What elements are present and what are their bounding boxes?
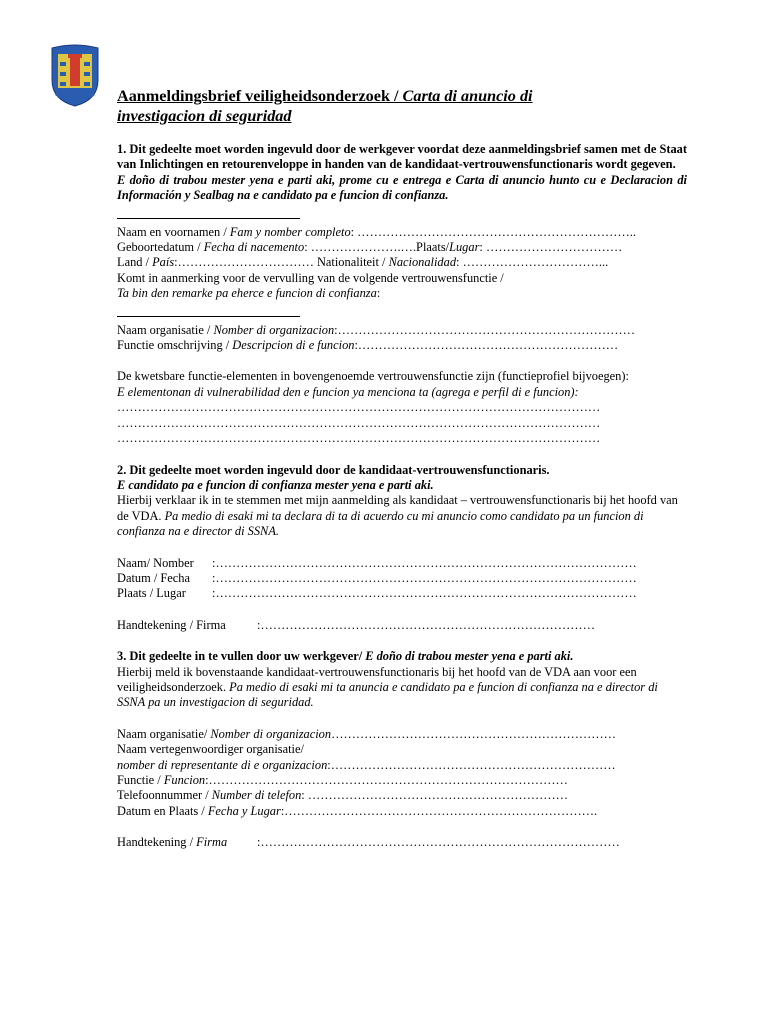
- organization-label: Naam organisatie /: [117, 322, 214, 337]
- phone-field[interactable]: [117, 788, 687, 803]
- representative-label: Naam vertegenwoordiger organisatie/: [117, 742, 304, 757]
- employer-signature-label-wrap: [117, 835, 257, 850]
- employer-function-dots: :……………………………………………………………………………: [205, 773, 568, 787]
- dob-label-pap: Fecha di nacemento: [203, 240, 305, 255]
- phone-dots: : ………………………………………………………: [301, 788, 569, 803]
- phone-label-pap: Number di telefon: [211, 788, 302, 803]
- employer-signature-label-pap: Firma: [196, 835, 228, 850]
- employer-org-label-pap: Nomber di organizacion: [210, 726, 332, 741]
- function-label-pap: Descripcion di e funcion: [232, 338, 355, 353]
- name-label: Naam en voornamen /: [117, 224, 230, 239]
- country-field[interactable]: [117, 255, 687, 270]
- function-dots: :………………………………………………………: [354, 338, 619, 353]
- place-dots: : ……………………………: [479, 240, 623, 255]
- eligible-colon: :: [376, 286, 381, 301]
- vulnerable-elements-text-pap: E elementonan di vulnerabilidad den e funcion ya menciona ta (agrega e perfil di e funcion):: [117, 384, 579, 399]
- section2-heading-pap: E candidato pa e funcion di confianza mester yena e parti aki.: [117, 477, 434, 492]
- candidate-date-label: Datum / Fecha: [117, 570, 190, 585]
- fill-line[interactable]: ………………………………………………………………………………………………………: [117, 415, 601, 430]
- employer-function-label: Functie /: [117, 773, 164, 787]
- nationality-dots: : ……………………………...: [456, 255, 609, 270]
- employer-org-dots: ……………………………………………………………: [331, 726, 617, 741]
- employer-function-label-pap: Funcion: [163, 773, 206, 787]
- representative-label-pap: nomber di representante di e organizacion: [117, 757, 328, 772]
- coat-of-arms-icon: [48, 44, 102, 110]
- employer-signature-dots: :……………………………………………………………………………: [257, 835, 620, 850]
- name-field[interactable]: [117, 225, 687, 240]
- candidate-place-dots: :…………………………………………………………………………………………: [212, 586, 637, 601]
- dob-label: Geboortedatum /: [117, 240, 204, 255]
- section1-heading-pap: E doño di trabou mester yena e parti aki, prome cu e entrega e Carta di anuncio hunto cu e Declaracion di Información y Sealbag na e candidato pa e funcion di confianza.: [117, 172, 687, 203]
- candidate-date-dots: :…………………………………………………………………………………………: [212, 570, 637, 585]
- section2-body-pap: Pa medio di esaki mi ta declara di ta di acuerdo cu mi anuncio como candidato pa un funcion di confianza na e director di SSNA.: [117, 508, 644, 539]
- date-place-label-pap: Fecha y Lugar: [207, 803, 281, 818]
- dob-field[interactable]: [117, 240, 687, 255]
- employer-org-label: Naam organisatie/: [117, 726, 211, 741]
- fill-line[interactable]: ………………………………………………………………………………………………………: [117, 400, 601, 415]
- eligible-text-pap: Ta bin den remarke pa eherce e funcion di confianza: [117, 286, 377, 301]
- section3-heading-pap: E doño di trabou mester yena e parti aki.: [365, 649, 574, 664]
- organization-dots: :………………………………………………………………: [334, 322, 635, 337]
- organization-field[interactable]: [117, 323, 687, 338]
- title-papiamento-1: Carta di anuncio di: [402, 87, 533, 105]
- employer-organization-field[interactable]: [117, 727, 687, 742]
- section3-heading-nl: 3. Dit gedeelte in te vullen door uw werkgever/: [117, 649, 366, 664]
- section3-body: [117, 665, 687, 711]
- section3-body-nl: Hierbij meld ik bovenstaande kandidaat-vertrouwensfunctionaris bij het hoofd van de VDA aan voor een veiligheidsonderzoek.: [117, 664, 637, 694]
- section1-heading: 1. Dit gedeelte moet worden ingevuld door de werkgever voordat deze aanmeldingsbrief samen met de Staat van Inlichtingen en retourenveloppe in handen van de kandidaat-vertrouwensfunctionaris wordt gegeven.: [117, 142, 687, 172]
- phone-label: Telefoonnummer /: [117, 788, 212, 803]
- eligible-text: Komt in aanmerking voor de vervulling van de volgende vertrouwensfunctie /: [117, 270, 504, 285]
- candidate-signature-label: Handtekening / Firma: [117, 617, 226, 632]
- candidate-date-field[interactable]: [117, 571, 687, 586]
- candidate-place-label: Plaats / Lugar: [117, 586, 186, 601]
- employer-signature-label: Handtekening /: [117, 835, 197, 850]
- place-label-pap: Lugar: [449, 240, 480, 255]
- date-place-field[interactable]: [117, 804, 687, 819]
- section3-heading: [117, 649, 687, 664]
- representative-field[interactable]: [117, 758, 687, 773]
- employer-function-field[interactable]: [117, 773, 687, 788]
- name-label-pap: Fam y nomber completo: [229, 224, 351, 239]
- candidate-name-dots: :…………………………………………………………………………………………: [212, 555, 637, 570]
- nationality-label-pap: Nacionalidad: [388, 255, 457, 270]
- date-place-label: Datum en Plaats /: [117, 803, 208, 818]
- title-dutch: Aanmeldingsbrief veiligheidsonderzoek /: [117, 87, 403, 105]
- date-place-dots: :………………………………………………………………….: [280, 803, 598, 818]
- vulnerable-elements-text: De kwetsbare functie-elementen in bovengenoemde vertrouwensfunctie zijn (functieprofiel bijvoegen):: [117, 369, 629, 384]
- representative-dots: :……………………………………………………………: [327, 757, 616, 772]
- title-papiamento-2: investigacion di seguridad: [117, 107, 292, 125]
- candidate-place-field[interactable]: [117, 586, 687, 601]
- eligible-text-pap-line: [117, 286, 687, 301]
- candidate-name-field[interactable]: [117, 556, 687, 571]
- candidate-name-label: Naam/ Nomber: [117, 555, 194, 570]
- section2-body: [117, 493, 687, 539]
- function-description-field[interactable]: [117, 338, 687, 353]
- function-label: Functie omschrijving /: [117, 338, 233, 353]
- section2-body-nl: Hierbij verklaar ik in te stemmen met mijn aanmelding als kandidaat – vertrouwensfunctionaris bij het hoofd van de VDA.: [117, 493, 678, 523]
- organization-label-pap: Nomber di organizacion: [213, 322, 335, 337]
- document-body: [117, 86, 687, 851]
- name-dots: : …………………………………………………………..: [350, 224, 636, 239]
- fill-line[interactable]: ………………………………………………………………………………………………………: [117, 431, 601, 446]
- section2-heading: 2. Dit gedeelte moet worden ingevuld door de kandidaat-vertrouwensfunctionaris.: [117, 462, 550, 477]
- candidate-signature-dots: :………………………………………………………………………: [257, 617, 595, 632]
- employer-signature-field[interactable]: [117, 835, 687, 850]
- dob-dots: : ………………….….Plaats/: [304, 240, 450, 255]
- country-dots: :…………………………… Nationaliteit /: [174, 255, 389, 270]
- country-label-pap: País: [152, 255, 175, 270]
- section3-body-pap: Pa medio di esaki mi ta anuncia e candidato pa e funcion di confianza na e director di SSNA pa un investigacion di seguridad.: [117, 679, 658, 710]
- country-label: Land /: [117, 255, 153, 270]
- candidate-signature-field[interactable]: [117, 618, 687, 633]
- page-title: [117, 86, 687, 126]
